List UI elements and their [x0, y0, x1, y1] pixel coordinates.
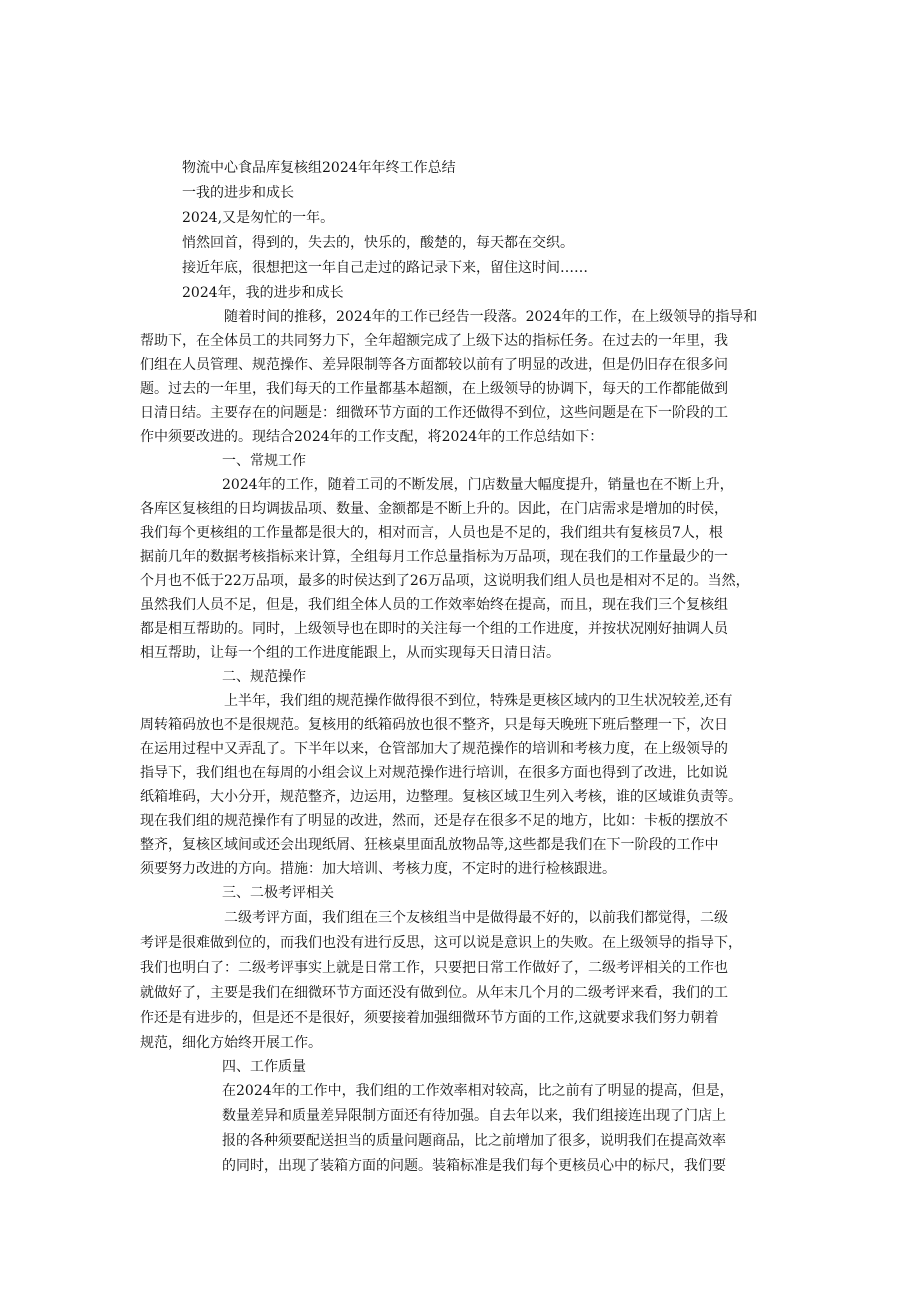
section2-line: 整齐，复核区域间或还会出现纸屑、狂核桌里面乱放物品等,这些都是我们在下一阶段的工作中 [140, 837, 719, 853]
section1-line: 我们每个更核组的工作量都是很大的，相对而言，人员也是不足的，我们组共有复核员7人，根 [140, 525, 723, 541]
section1-line: 个月也不低于22万品项，最多的时侯达到了26万品项，这说明我们组人员也是相对不足的。当然， [140, 573, 750, 589]
para1-line: 随着时间的推移，2024年的工作已经告一段落。2024年的工作，在上级领导的指导和 [224, 309, 758, 325]
section2-heading: 二、规范操作 [222, 669, 306, 685]
section3-line: 作还是有进步的，但是还不是很好，须要接着加强细微环节方面的工作,这就要求我们努力朝着 [140, 1010, 719, 1026]
para1-line: 作中须要改进的。现结合2024年的工作支配，将2024年的工作总结如下： [140, 429, 604, 445]
para1-line: 们组在人员管理、规范操作、差异限制等各方面都较以前有了明显的改进，但是仍旧存在很多问 [140, 357, 728, 373]
intro-line: 2024,又是匆忙的一年。 [182, 210, 335, 226]
section2-line: 周转箱码放也不是很规范。复核用的纸箱码放也很不整齐，只是每天晚班下班后整理一下，次日 [140, 717, 728, 733]
section2-line: 须要努力改进的方向。措施：加大培训、考核力度，不定时的进行检核跟进。 [140, 861, 616, 877]
section2-line: 现在我们组的规范操作有了明显的改进，然而，还是存在很多不足的地方，比如：卡板的摆放不 [140, 813, 728, 829]
section4-line: 的同时，出现了装箱方面的问题。装箱标准是我们每个更核员心中的标尺，我们要 [222, 1158, 726, 1174]
subtitle: 一我的进步和成长 [182, 185, 294, 201]
section1-heading: 一、常规工作 [222, 453, 306, 469]
section4-line: 数量差异和质量差异限制方面还有待加强。自去年以来，我们组接连出现了门店上 [222, 1108, 726, 1124]
section1-line: 相互帮助，让每一个组的工作进度能跟上，从而实现每天日清日洁。 [140, 645, 560, 661]
section3-line: 我们也明白了：二级考评事实上就是日常工作，只要把日常工作做好了，二级考评相关的工作也 [140, 960, 728, 976]
section4-line: 在2024年的工作中，我们组的工作效率相对较高，比之前有了明显的提高，但是， [222, 1083, 734, 1099]
section3-line: 考评是很难做到位的，而我们也没有进行反思，这可以说是意识上的失败。在上级领导的指导下， [140, 935, 742, 951]
intro-line: 接近年底，很想把这一年自己走过的路记录下来，留住这时间…… [182, 260, 588, 276]
section4-line: 报的各种须要配送担当的质量问题商品，比之前增加了很多，说明我们在提高效率 [222, 1133, 726, 1149]
section1-line: 据前几年的数据考核指标来计算，全组每月工作总量指标为万品项，现在我们的工作量最少的一 [140, 549, 728, 565]
section2-line: 纸箱堆码，大小分开，规范整齐，边运用，边整理。复核区域卫生列入考核，谁的区域谁负责等。 [140, 789, 742, 805]
section1-line: 2024年的工作，随着工司的不断发展，门店数量大幅度提升，销量也在不断上升， [222, 477, 734, 493]
section2-line: 在运用过程中又弄乱了。下半年以来，仓管部加大了规范操作的培训和考核力度，在上级领导的 [140, 741, 728, 757]
para1-line: 日清日结。主要存在的问题是：细微环节方面的工作还做得不到位，这些问题是在下一阶段的工 [140, 405, 728, 421]
section3-heading: 三、二极考评相关 [222, 885, 334, 901]
section2-line: 上半年，我们组的规范操作做得很不到位，特殊是更核区域内的卫生状况较差,还有 [224, 693, 733, 709]
para1-line: 题。过去的一年里，我们每天的工作量都基本超额，在上级领导的协调下，每天的工作都能做到 [140, 381, 728, 397]
section1-line: 都是相互帮助的。同时，上级领导也在即时的关注每一个组的工作进度，并按状况刚好抽调人员 [140, 621, 728, 637]
section2-line: 指导下，我们组也在每周的小组会议上对规范操作进行培训，在很多方面也得到了改进，比如说 [140, 765, 728, 781]
section3-line: 二级考评方面，我们组在三个友核组当中是做得最不好的，以前我们都觉得，二级 [224, 910, 728, 926]
section3-line: 规范，细化方始终开展工作。 [140, 1035, 322, 1051]
document-title: 物流中心食品库复核组2024年年终工作总结 [182, 160, 456, 176]
intro-line: 悄然回首，得到的，失去的，快乐的，酸楚的，每天都在交织。 [182, 235, 574, 251]
intro-line: 2024年，我的进步和成长 [182, 285, 344, 301]
section4-heading: 四、工作质量 [222, 1059, 306, 1075]
para1-line: 帮助下，在全体员工的共同努力下，全年超额完成了上级下达的指标任务。在过去的一年里，我 [140, 333, 728, 349]
section3-line: 就做好了，主要是我们在细微环节方面还没有做到位。从年末几个月的二级考评来看，我们的工 [140, 985, 728, 1001]
section1-line: 各库区复核组的日均调拔品项、数量、金额都是不断上升的。因此，在门店需求是增加的时侯， [140, 501, 728, 517]
section1-line: 虽然我们人员不足，但是，我们组全体人员的工作效率始终在提高，而且，现在我们三个复核组 [140, 597, 728, 613]
